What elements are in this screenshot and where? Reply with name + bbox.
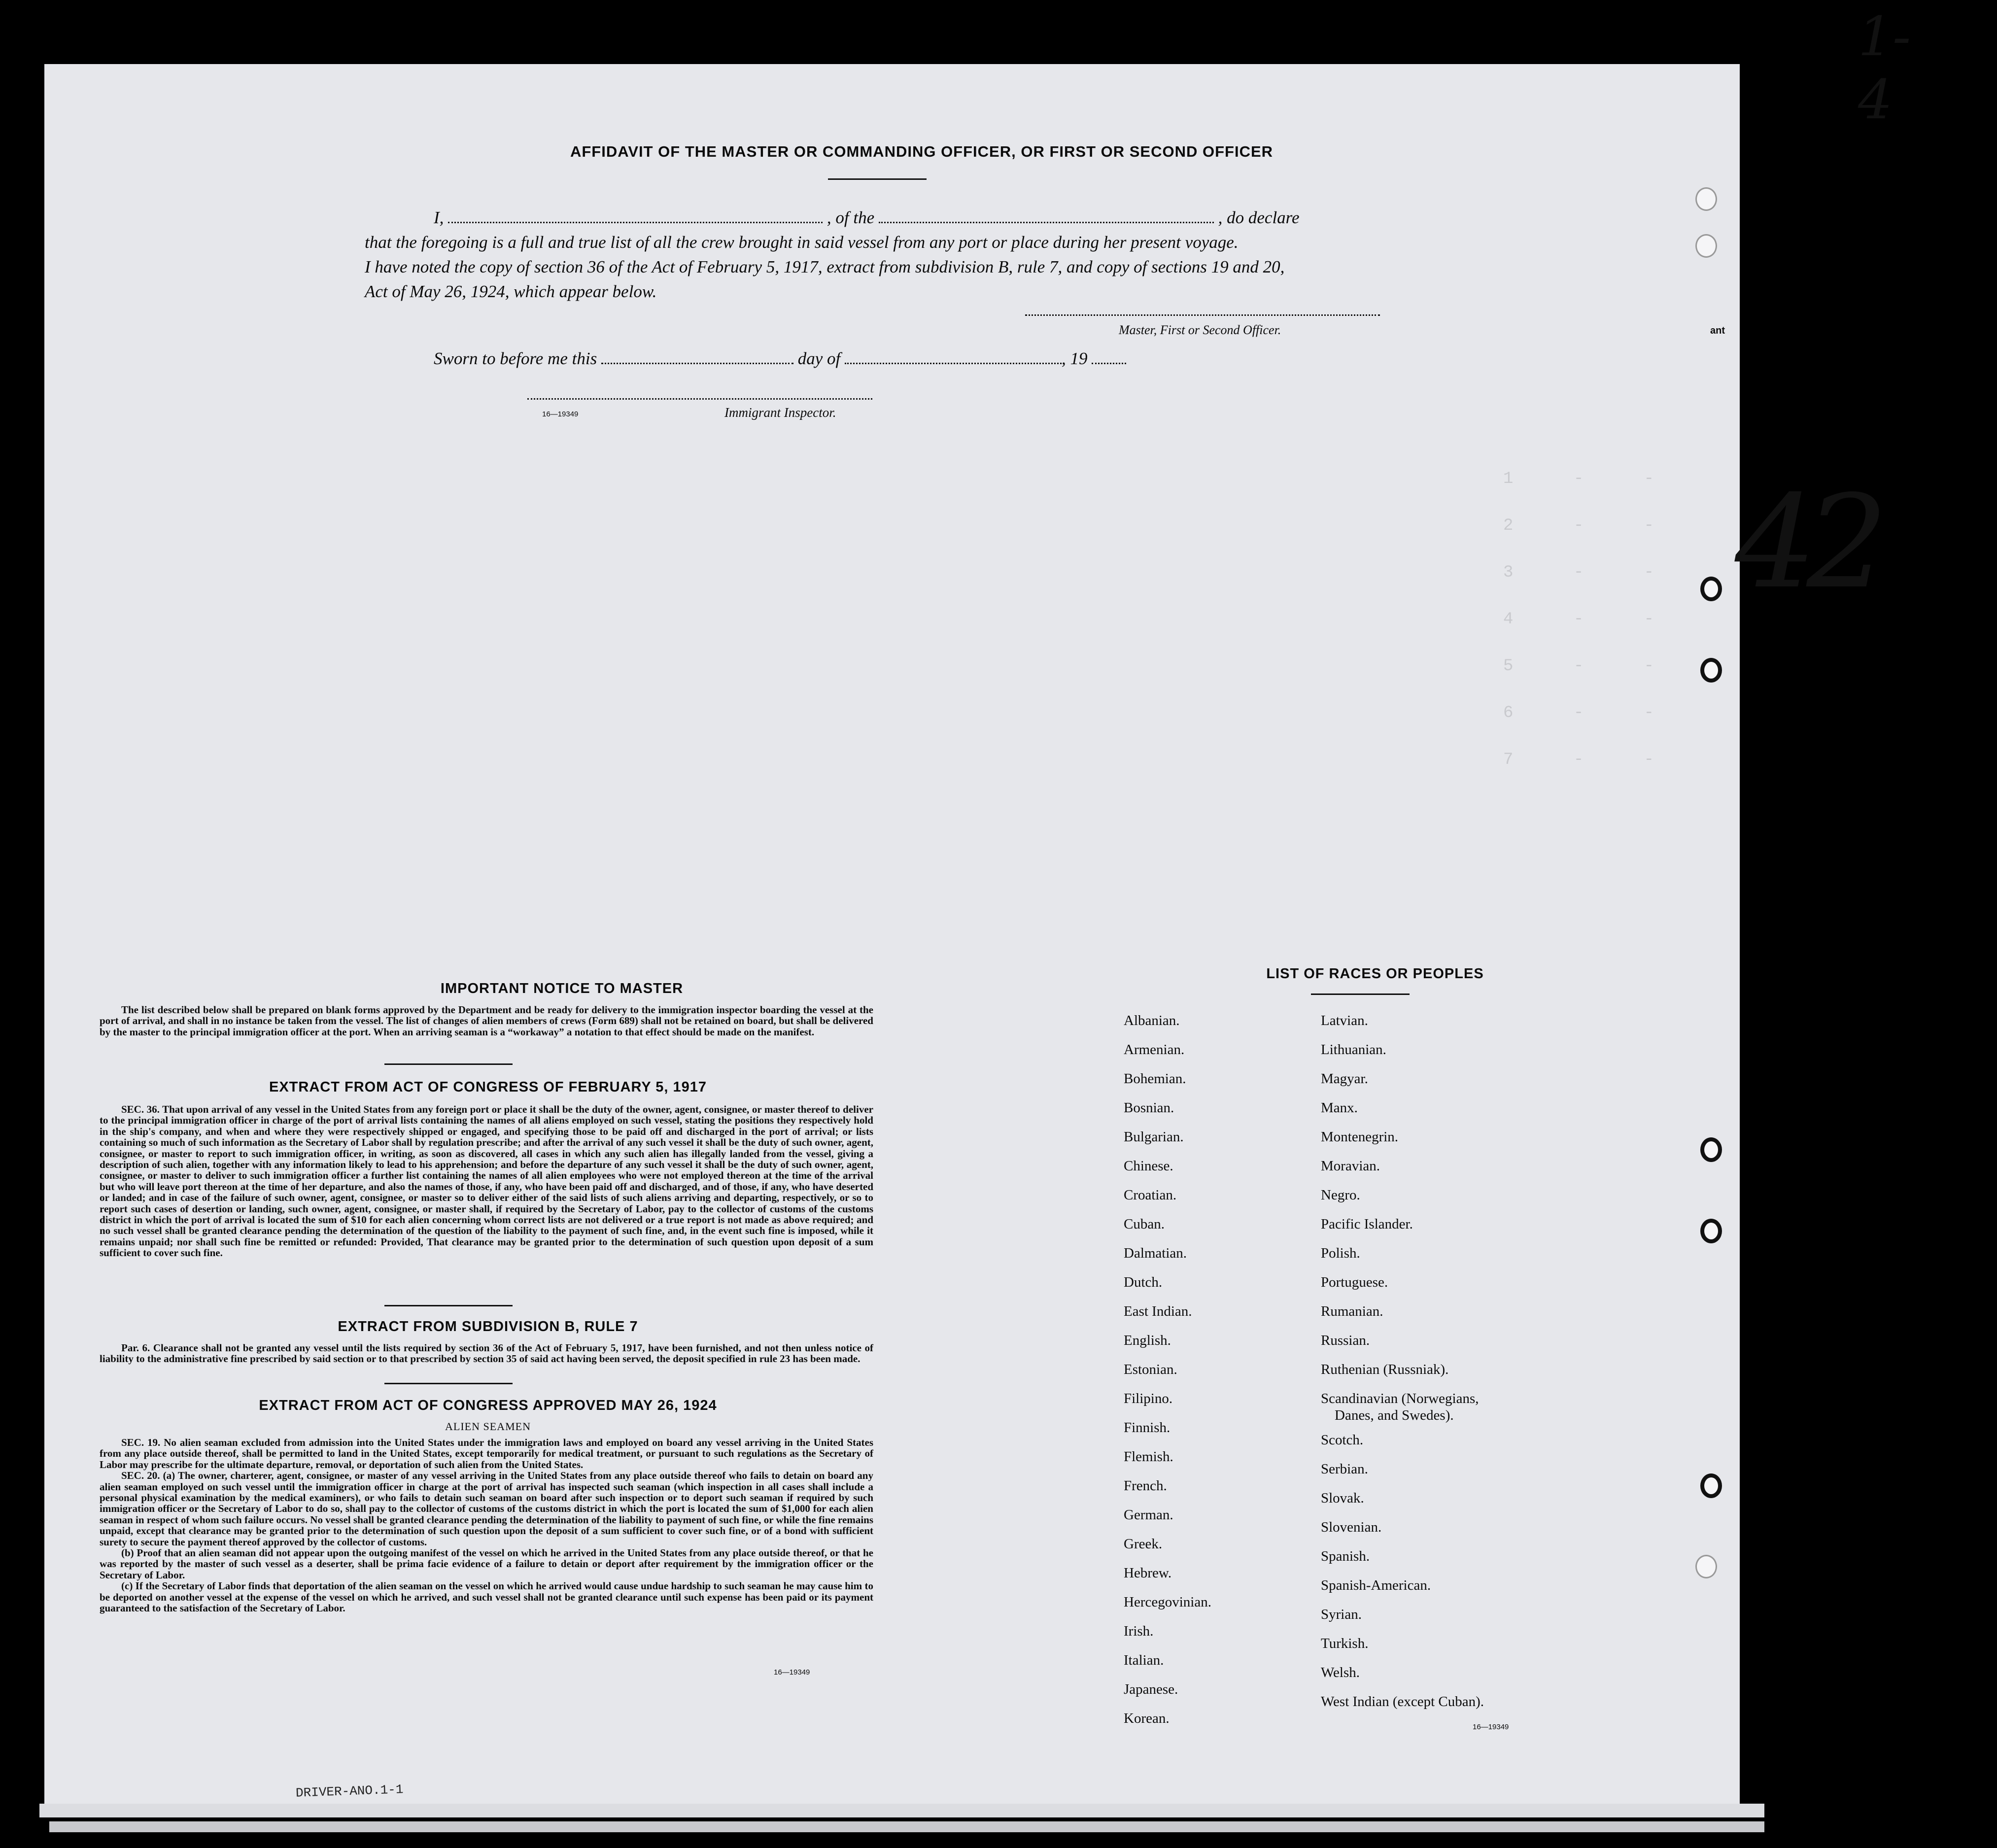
race-item: English.: [1124, 1333, 1171, 1348]
race-item: Flemish.: [1124, 1449, 1173, 1465]
affidavit-line-3: I have noted the copy of section 36 of the Act of February 5, 1917, extract from subdivision B, rule 7, and copy of sections 19 and 20,: [365, 257, 1285, 276]
binder-hole: [1695, 187, 1717, 211]
race-item: Welsh.: [1321, 1665, 1360, 1680]
race-item: Lithuanian.: [1321, 1042, 1386, 1058]
affidavit-title: AFFIDAVIT OF THE MASTER OR COMMANDING OFFICER, OR FIRST OR SECOND OFFICER: [570, 143, 1274, 160]
race-item: Moravian.: [1321, 1158, 1380, 1174]
races-column-1: [1124, 1013, 1211, 1740]
sworn-prefix: Sworn to before me this: [434, 349, 597, 368]
race-item: Greek.: [1124, 1536, 1163, 1552]
race-item: Finnish.: [1124, 1420, 1171, 1436]
race-item: Irish.: [1124, 1623, 1154, 1639]
race-item: Bulgarian.: [1124, 1129, 1184, 1145]
notice-rule: [384, 1063, 513, 1065]
extract-1924-title: EXTRACT FROM ACT OF CONGRESS APPROVED MAY 26, 1924: [259, 1398, 717, 1413]
race-item: Manx.: [1321, 1100, 1358, 1116]
bleed-through-manifest: 1 - - 2 - - 3 - - 4 - - 5 - - 6 - - 7 - -: [1503, 470, 1654, 769]
extract-rule7-rule: [384, 1383, 513, 1384]
race-item: Bohemian.: [1124, 1071, 1186, 1087]
underlying-page-edge: [39, 1804, 1764, 1817]
race-item: Portuguese.: [1321, 1274, 1388, 1290]
binder-hole: [1695, 1555, 1717, 1578]
affidavit-declare-label: , do declare: [1218, 208, 1300, 227]
race-item: Montenegrin.: [1321, 1129, 1399, 1145]
race-item: Polish.: [1321, 1245, 1360, 1261]
extract-1917-title: EXTRACT FROM ACT OF CONGRESS OF FEBRUARY 5, 1917: [269, 1079, 707, 1095]
binder-hole: [1700, 1473, 1722, 1498]
sworn-day-label: day of: [797, 349, 841, 368]
affidavit-title-rule: [828, 178, 927, 180]
race-item: Russian.: [1321, 1333, 1370, 1348]
extract-rule7-text: [100, 1342, 873, 1365]
extract-1924-text: [100, 1437, 873, 1614]
race-item: Scotch.: [1321, 1432, 1364, 1448]
inspector-caption: Immigrant Inspector.: [724, 405, 836, 420]
race-item: Negro.: [1321, 1187, 1360, 1203]
race-item: West Indian (except Cuban).: [1321, 1694, 1484, 1710]
race-item: East Indian.: [1124, 1303, 1192, 1319]
extract-1917-text: [100, 1104, 873, 1259]
underlying-page-edge: [49, 1821, 1764, 1832]
races-title-rule: [1311, 993, 1410, 995]
form-page: [44, 5, 1911, 1809]
race-item: Estonian.: [1124, 1362, 1177, 1377]
affidavit-line-2: that the foregoing is a full and true list of all the crew brought in said vessel from any port or place during her present voyage.: [365, 233, 1239, 252]
inspector-signature-blank[interactable]: [527, 394, 872, 400]
sec19-paragraph: SEC. 19. No alien seaman excluded from admission into the United States under the immigration laws and employed on board any vessel arriving in the United States from any place outside thereof, shall be permitted to land in the United States, except temporarily for medical treatment, or pursuant to such regulations as the Secretary of Labor may prescribe for the ultimate departure, removal, or deportation of such alien from the United States.: [100, 1437, 873, 1471]
race-item: Spanish.: [1321, 1548, 1370, 1564]
race-item: Spanish-American.: [1321, 1577, 1431, 1593]
race-item: Slovenian.: [1321, 1519, 1382, 1535]
race-item: Filipino.: [1124, 1391, 1173, 1406]
affidavit-line-1: [434, 208, 1300, 228]
race-item: Korean.: [1124, 1711, 1170, 1726]
affidavit-form-number: 16—19349: [542, 410, 579, 418]
affidavit-of-the-label: , of the: [826, 208, 875, 227]
sec20a-paragraph: SEC. 20. (a) The owner, charterer, agent, consignee, or master of any vessel arriving in the United States from any place outside thereof who fails to detain on board any alien seaman employed on such vessel until the immigration officer in charge at the port of arrival has inspected such seaman (which inspection in all cases shall include a personal physical examination by the medical examiners), or who fails to detain such seaman on board after such inspection or to deport such seaman if required by such immigration officer or the Secretary of Labor to do so, shall pay to the collector of customs of the customs district in which the port is located the sum of $1,000 for each alien seaman in respect of whom such failure occurs. No vessel shall be granted clearance pending the determination of the liability to payment of such fine, or while the fine remains unpaid, except that clearance may be granted prior to the determination of such question upon the deposit of a sum sufficient to cover such fine, or of a bond with sufficient surety to secure the payment thereof approved by the collector of customs.: [100, 1470, 873, 1548]
race-item: Dalmatian.: [1124, 1245, 1187, 1261]
affidavit-line-4: Act of May 26, 1924, which appear below.: [365, 282, 657, 301]
races-column-2: [1321, 1013, 1484, 1723]
race-item: Turkish.: [1321, 1636, 1369, 1651]
affidavit-i-label: I,: [434, 208, 444, 227]
race-item: Danes, and Swedes).: [1335, 1407, 1454, 1423]
torn-label: DRIVER-ANO.1-1: [295, 1782, 404, 1801]
race-item: Latvian.: [1321, 1013, 1368, 1028]
race-item: Armenian.: [1124, 1042, 1185, 1058]
name-blank[interactable]: [448, 209, 823, 223]
sworn-day-blank[interactable]: [601, 350, 793, 364]
vessel-blank[interactable]: [879, 209, 1214, 223]
extract-rule7-title: EXTRACT FROM SUBDIVISION B, RULE 7: [338, 1319, 638, 1335]
race-item: Syrian.: [1321, 1607, 1362, 1622]
sec36-paragraph: SEC. 36. That upon arrival of any vessel in the United States from any foreign port or place it shall be the duty of the owner, agent, consignee, or master thereof to deliver to the principal immigration officer in charge of the port of arrival lists containing the names of all aliens employed on such vessel, stating the positions they respectively hold in the ship's company, and when and where they were respectively shipped or engaged, and specifying those to be paid off and discharged in the port of arrival; or lists containing so much of such information as the Secretary of Labor shall by regulation prescribe; and after the arrival of any such vessel it shall be the duty of such owner, agent, consignee, or master to report to such immigration officer, in writing, as soon as discovered, all cases in which any such alien has illegally landed from the vessel, giving a description of such alien, together with any information likely to lead to his apprehension; and before the departure of any such vessel it shall be the duty of such owner, agent, consignee, or master to deliver to such immigration officer a further list containing the names of all alien employees who were not employed thereon at the time of the arrival but who will leave port thereon at the time of her departure, and also the names of those, if any, who have been paid off and discharged, and of those, if any, who have deserted or landed; and in case of the failure of such owner, agent, consignee, or master so to deliver either of the said lists of such aliens arriving and departing, respectively, or so to report such cases of desertion or landing, such owner, agent, consignee, or master shall, if required by the Secretary of Labor, pay to the collector of customs of the customs district in which the port of arrival is located the sum of $10 for each alien concerning whom correct lists are not delivered or a true report is not made as above required; and no such vessel shall be granted clearance pending the determination of the question of the liability to the payment of such fine, and, in the event such fine is imposed, while it remains unpaid; nor shall such fine be remitted or refunded: Provided, That clearance may be granted prior to the determination of such question upon deposit of a sum sufficient to cover such fine.: [100, 1103, 873, 1259]
sec20b-paragraph: (b) Proof that an alien seaman did not appear upon the outgoing manifest of the vessel on which he arrived in the United States from any place outside thereof, or that he was reported by the master of such vessel as a deserter, shall be prima facie evidence of a failure to detain or deport after requirement by the immigration officer or the Secretary of Labor.: [100, 1547, 873, 1581]
binder-hole: [1700, 1219, 1722, 1243]
sworn-line: [434, 349, 1126, 369]
race-item: Albanian.: [1124, 1013, 1180, 1028]
race-item: Chinese.: [1124, 1158, 1173, 1174]
handwritten-number: 42: [1735, 468, 1878, 617]
binder-hole: [1700, 658, 1722, 683]
races-title: LIST OF RACES OR PEOPLES: [1266, 966, 1484, 982]
race-item: Scandinavian (Norwegians,: [1321, 1391, 1479, 1406]
handwritten-page-number: 1-4: [1858, 5, 1911, 131]
alien-seamen-subtitle: ALIEN SEAMEN: [445, 1420, 531, 1433]
race-item: Ruthenian (Russniak).: [1321, 1362, 1449, 1377]
race-item: Pacific Islander.: [1321, 1216, 1413, 1232]
race-item: Bosnian.: [1124, 1100, 1174, 1116]
race-item: Italian.: [1124, 1652, 1164, 1668]
extract-1924-form-number: 16—19349: [774, 1668, 810, 1677]
binder-hole: [1700, 577, 1722, 601]
notice-title: IMPORTANT NOTICE TO MASTER: [440, 981, 684, 996]
races-form-number: 16—19349: [1473, 1723, 1509, 1731]
race-item: Hebrew.: [1124, 1565, 1172, 1581]
race-item: Serbian.: [1321, 1461, 1368, 1477]
side-fragment: ant: [1710, 325, 1725, 336]
sec20c-paragraph: (c) If the Secretary of Labor finds that deportation of the alien seaman on the vessel on which he arrived would cause undue hardship to such seaman he may cause him to be deported on another vessel at the expense of the vessel on which he arrived, and such vessel shall not be granted clearance until such expense has been paid or its payment guaranteed to the satisfaction of the Secretary of Labor.: [100, 1580, 873, 1614]
notice-text: [100, 1004, 873, 1037]
race-item: Hercegovinian.: [1124, 1594, 1211, 1610]
notice-paragraph: The list described below shall be prepared on blank forms approved by the Department and be ready for delivery to the immigration inspector boarding the vessel at the port of arrival, and shall in no instance be taken from the vessel. The list of changes of alien members of crews (Form 689) shall not be retained on board, but shall be delivered by the master to the principal immigration officer at the port. When an arriving seaman is a “workaway” a notation to that effect should be made on the manifest.: [100, 1004, 873, 1038]
signature-blank[interactable]: [1025, 310, 1380, 316]
race-item: Japanese.: [1124, 1681, 1178, 1697]
race-item: German.: [1124, 1507, 1173, 1523]
sworn-year-label: , 19: [1061, 349, 1088, 368]
binder-hole: [1700, 1137, 1722, 1162]
race-item: Rumanian.: [1321, 1303, 1383, 1319]
sworn-year-blank[interactable]: [1092, 350, 1126, 364]
race-item: Croatian.: [1124, 1187, 1177, 1203]
race-item: Slovak.: [1321, 1490, 1364, 1506]
race-item: French.: [1124, 1478, 1167, 1494]
extract-1917-rule: [384, 1305, 513, 1306]
par6-paragraph: Par. 6. Clearance shall not be granted any vessel until the lists required by section 36 of the Act of February 5, 1917, have been furnished, and not then unless notice of liability to the administrative fine prescribed by said section or to that prescribed by section 35 of said act having been served, the deposit specified in rule 23 has been made.: [100, 1342, 873, 1365]
race-item: Magyar.: [1321, 1071, 1368, 1087]
sworn-month-blank[interactable]: [845, 350, 1062, 364]
race-item: Dutch.: [1124, 1274, 1163, 1290]
binder-hole: [1695, 234, 1717, 258]
race-item: Cuban.: [1124, 1216, 1165, 1232]
signature-caption: Master, First or Second Officer.: [1119, 323, 1281, 337]
